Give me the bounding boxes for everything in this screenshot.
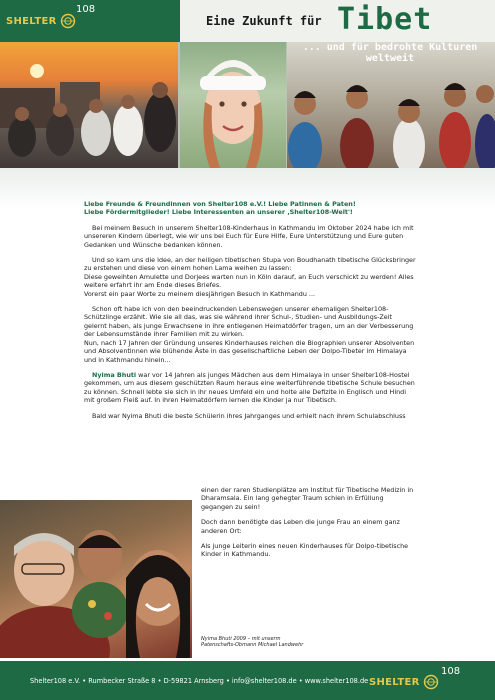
nyima-name: Nyima Bhuti (92, 370, 137, 379)
shelter108-logo (6, 4, 96, 32)
tagline-prefix: Eine Zukunft für (206, 14, 322, 28)
greeting-line-1: Liebe Freunde & Freundinnen von Shelter108 e.V.! Liebe Patinnen & Paten! (84, 200, 356, 208)
footer-logo (369, 666, 461, 693)
logo-number: 108 (76, 4, 96, 15)
photo-woman-portrait (180, 42, 286, 168)
life-paths-intro: Schon oft habe ich von den beeindruckenden Lebenswegen unserer ehemaligen Shelter108-Schützlinge erzählt. Wie sie all das, was sie während ihrer Schul-, Studien- und Ausbildungs-Zeit gelernt haben, als junge Erwachsene in ihre entlegenen Heimatdörfer tragen, um an der Verbesserung der Lebensumstände ihrer Familien mit zu wirken. (84, 305, 414, 339)
letter-body (84, 200, 416, 427)
header-bar (0, 0, 495, 42)
life-paths-biographies: Nun, nach 17 Jahren der Gründung unseres Kinderhauses reichen die Biographien unserer Absolventen und Absolventinnen wie blühende Äste in das gesellschaftliche Leben der Dolpo-Tibeter im Himalaya und in Kathmandu hinein... (84, 338, 415, 364)
tagline-tibet: Tibet (337, 2, 433, 37)
paragraph-other-place: Doch dann benötigte das Leben die junge Frau an einem ganz anderen Ort: (201, 518, 400, 535)
footer-address: Shelter108 e.V. • Rumbecker Straße 8 • D-59821 Arnsberg • info@shelter108.de • www.shelter108.de (30, 677, 369, 685)
photo-children-sunset (0, 42, 178, 168)
amulets-idea: Und so kam uns die Idee, an der heiligen tibetischen Stupa von Boudhanath tibetische Glücksbringer zu erstehen und diese von einem hohen Lama weihen zu lassen: (84, 256, 416, 273)
footer-bar (0, 661, 495, 700)
paragraph-life-paths (84, 305, 416, 364)
amulets-first-words: Vorerst ein paar Worte zu meinem diesjährigen Besuch in Kathmandu ... (84, 289, 316, 298)
nyima-story: war vor 14 Jahren als junges Mädchen aus dem Himalaya in unser Shelter108-Hostel gekommen, um aus diesem geschützten Raum heraus eine weiterführende tibetische Schule besuchen zu können. Schnell lebte sie sich in ihr neues Umfeld ein und holte alle Defizite in Englisch und Hindi mit großem Fleiß auf. In ihren Heimatdörfern lernen die Kinder ja nur Tibetisch. (84, 370, 415, 405)
paragraph-study-place: einen der raren Studienplätze am Institut für Tibetische Medizin in Dharamsala. Ein lang gehegter Traum schien in Erfüllung gegangen zu sein! (201, 486, 414, 511)
footer-logo-word: SHELTER (369, 676, 420, 688)
right-column (201, 486, 415, 566)
amulets-waiting: Diese geweihten Amulette und Dorjees warten nun in Köln darauf, an Euch verschickt zu werden! Alles weitere erfahrt ihr am Ende dieses Briefes. (84, 272, 414, 290)
paragraph-nyima (84, 371, 416, 405)
logo-word: SHELTER (6, 15, 57, 27)
paragraph-best-student: Bald war Nyima Bhuti die beste Schülerin ihres Jahrganges und erhielt nach ihrem Schulabschluss (92, 411, 406, 420)
paragraph-amulets (84, 256, 416, 298)
photo-caption (201, 636, 401, 648)
greeting-line-2: Liebe Fördermitglieder! Liebe Interessenten an unserer ‚Shelter108-Welt'! (84, 208, 353, 217)
paragraph-visit: Bei meinem Besuch in unserem Shelter108-Kinderhaus in Kathmandu im Oktober 2024 habe ich mit unsereren Kindern überlegt, wie wir uns bei Euch für Eure Hilfe, Eure Unterstützung und Eure guten Gedanken und Wünsche bedanken können. (84, 223, 414, 249)
paragraph-new-home: Als junge Leiterin eines neuen Kinderhauses für Dolpo-tibetische Kinder in Kathmandu. (201, 542, 409, 559)
footer-globe-icon (423, 674, 439, 690)
globe-icon (60, 13, 76, 29)
tagline-subtitle: ... und für bedrohte Kulturen weltweit (302, 42, 478, 64)
photo-nyima-2009 (0, 500, 192, 658)
caption-line-2: Patenschafts-Obmann Michael Landwehr (201, 642, 304, 648)
footer-logo-number: 108 (441, 666, 461, 677)
caption-line-1: Nyima Bhuti 2009 – mit unserm (201, 636, 281, 642)
